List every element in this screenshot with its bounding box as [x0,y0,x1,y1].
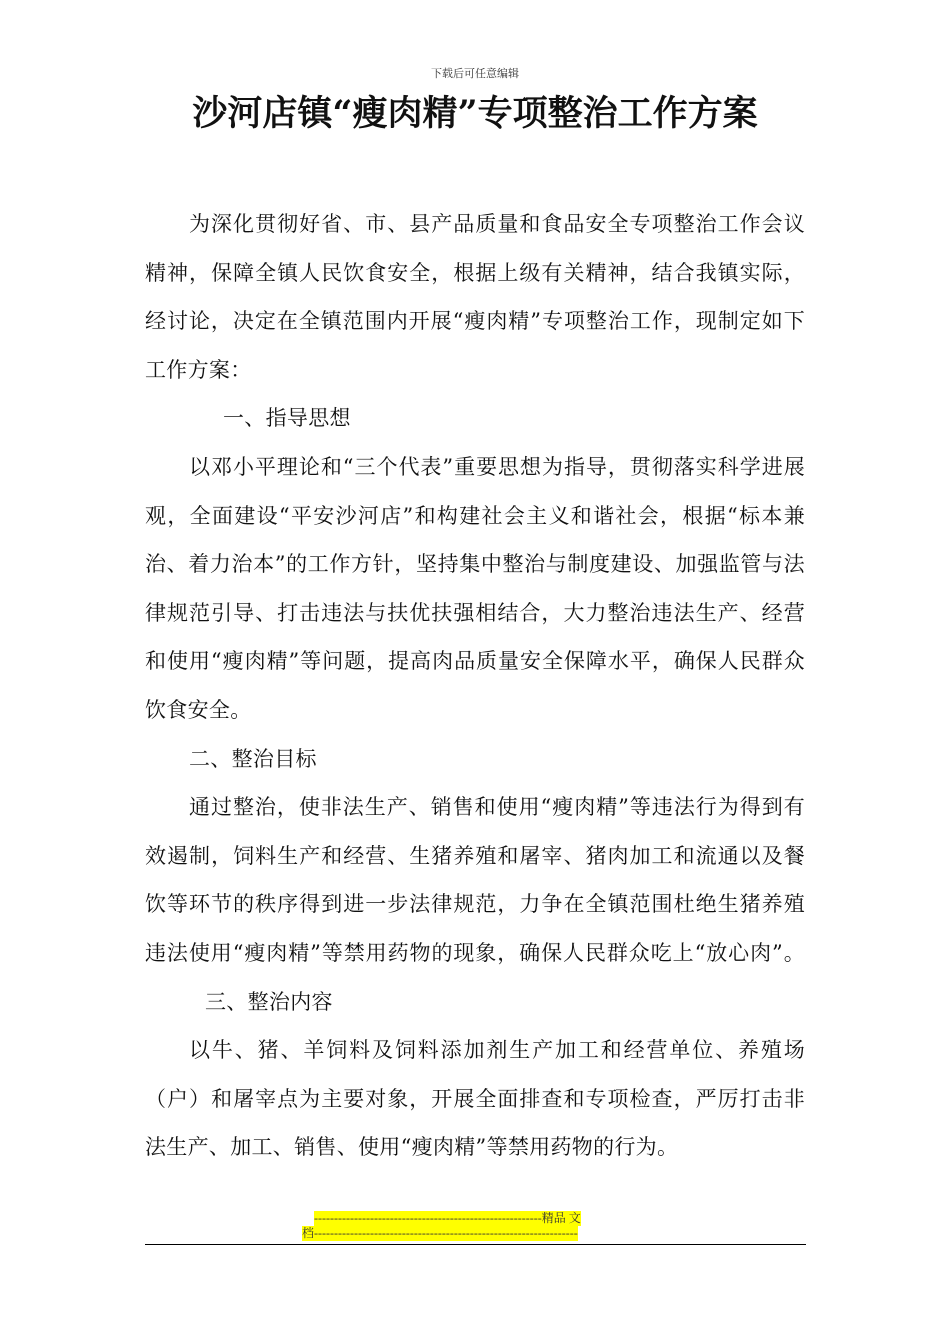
footer-watermark [302,1211,652,1241]
section-heading-goals: 二、整治目标 [189,746,317,771]
intro-paragraph: 为深化贯彻好省、市、县产品质量和食品安全专项整治工作会议精神，保障全镇人民饮食安全，根据上级有关精神，结合我镇实际，经讨论，决定在全镇范围内开展“瘦肉精”专项整治工作，现制定如下工作方案： [145,212,805,382]
goals-paragraph [145,783,805,1026]
content-paragraph: 以牛、猪、羊饲料及饲料添加剂生产加工和经营单位、养殖场（户）和屠宰点为主要对象，开展全面排查和专项检查，严厉打击非法生产、加工、销售、使用“瘦肉精”等禁用药物的行为。 [145,1038,805,1160]
guiding-thought-paragraph: 以邓小平理论和“三个代表”重要思想为指导，贯彻落实科学进展观，全面建设“平安沙河店”和构建社会主义和谐社会，根据“标本兼治、着力治本”的工作方针，坚持集中整治与制度建设、加强监管与法律规范引导、打击违法与扶优扶强相结合，大力整治违法生产、经营和使用“瘦肉精”等问题，提高肉品质量安全保障水平，确保人民群众饮食安全。 [145,454,805,722]
footer-divider [145,1244,806,1245]
document-body [145,200,805,1172]
document-title: 沙河店镇“瘦肉精”专项整治工作方案 [192,93,758,134]
header-note: 下载后可任意编辑 [431,67,519,80]
section-heading-guiding-thought: 一、指导思想 [223,406,351,431]
footer-line-2: 档------------------------------------------------------------------ [302,1226,578,1240]
goals-text: 通过整治，使非法生产、销售和使用“瘦肉精”等违法行为得到有效遏制，饲料生产和经营、生猪养殖和屠宰、猪肉加工和流通以及餐饮等环节的秩序得到进一步法律规范，力争在全镇范围杜绝生猪养殖违法使用“瘦肉精”等禁用药物的现象，确保人民群众吃上“放心肉”。 [145,795,805,965]
footer-line-1: ---------------------------------------------------------精品 文 [314,1211,581,1225]
section-heading-content: 三、整治内容 [205,989,333,1014]
